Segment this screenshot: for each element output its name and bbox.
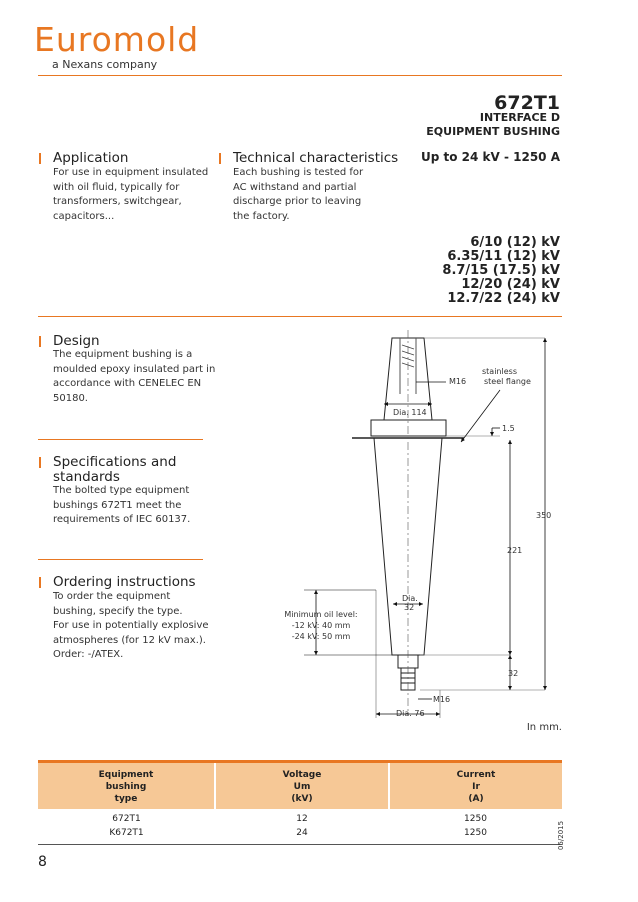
section-marker <box>39 457 41 468</box>
header-line: Um <box>293 782 311 792</box>
section-marker <box>39 577 41 588</box>
application-line: with oil fluid, typically for <box>53 181 180 193</box>
label-dia32-line: 32 <box>404 603 415 612</box>
table-row <box>38 826 562 845</box>
label-stainless-line: stainless <box>482 367 517 376</box>
design-title: Design <box>53 333 100 349</box>
specs-line: bushings 672T1 meet the <box>53 499 182 511</box>
label-oil-line: -24 kV: 50 mm <box>291 632 351 641</box>
product-type: EQUIPMENT BUSHING <box>426 125 560 138</box>
cell-type: 672T1 <box>112 814 141 824</box>
application-line: capacitors... <box>53 210 115 222</box>
cell-voltage: 24 <box>215 826 389 845</box>
ordering-line: For use in potentially explosive <box>53 620 209 631</box>
design-line: moulded epoxy insulated part in <box>53 363 216 375</box>
header-line: Equipment <box>98 770 154 780</box>
technical-line: AC withstand and partial <box>233 181 357 193</box>
voltage-list <box>442 236 560 306</box>
product-code: 672T1 <box>494 92 560 114</box>
voltage-item: 8.7/15 (17.5) kV <box>442 263 560 278</box>
label-oil-line: Minimum oil level: <box>284 610 358 619</box>
label-oil-level <box>273 609 369 642</box>
design-body <box>53 348 215 406</box>
label-stainless-line: steel flange <box>484 377 531 386</box>
header-line: type <box>114 794 138 804</box>
cell-current: 1250 <box>464 814 487 824</box>
technical-body <box>233 166 363 224</box>
page-number: 8 <box>38 854 47 870</box>
design-line: The equipment bushing is a <box>53 349 193 360</box>
section-marker <box>39 336 41 347</box>
label-dia32-line: Dia. <box>402 594 418 603</box>
header-line: (A) <box>468 794 484 804</box>
specs-title <box>53 455 176 485</box>
cell-type: K672T1 <box>38 826 215 845</box>
header-line: Voltage <box>282 770 322 780</box>
ordering-line: atmospheres (for 12 kV max.). <box>53 634 206 646</box>
header-line: bushing <box>105 782 147 792</box>
specs-line: The bolted type equipment <box>53 485 190 496</box>
voltage-item: 12/20 (24) kV <box>461 277 560 292</box>
application-body <box>53 166 208 224</box>
application-line: For use in equipment insulated <box>53 167 209 178</box>
label-dia114: Dia. 114 <box>393 408 427 417</box>
voltage-item: 12.7/22 (24) kV <box>447 291 560 306</box>
header-line: Ir <box>472 782 480 792</box>
design-line: accordance with CENELEC EN <box>53 378 202 389</box>
technical-line: discharge prior to leaving <box>233 196 362 207</box>
table-header-row <box>38 762 562 810</box>
product-interface: INTERFACE D <box>479 111 560 124</box>
ordering-line: Order: -/ATEX. <box>53 649 124 660</box>
label-oil-line: -12 kV: 40 mm <box>291 621 351 630</box>
product-rating: Up to 24 kV - 1250 A <box>420 150 560 164</box>
label-m16-top: M16 <box>449 377 467 386</box>
table-row <box>38 809 562 826</box>
design-line: 50180. <box>53 392 88 404</box>
specs-line: requirements of IEC 60137. <box>53 514 191 525</box>
ordering-body <box>53 590 209 663</box>
date-code: 05/2015 <box>557 820 565 850</box>
units-note: In mm. <box>526 722 562 733</box>
specs-title-line: Specifications and <box>53 454 177 470</box>
section-rule <box>38 559 203 560</box>
header-current <box>389 762 562 810</box>
brand-tagline: a Nexans company <box>52 58 158 71</box>
label-350: 350 <box>536 511 552 520</box>
label-1-5: 1.5 <box>502 424 515 433</box>
section-rule <box>38 316 562 317</box>
label-dia32 <box>402 594 418 612</box>
ordering-title: Ordering instructions <box>53 574 196 590</box>
technical-title: Technical characteristics <box>233 150 399 166</box>
technical-line: the factory. <box>233 210 290 222</box>
application-title: Application <box>53 150 129 166</box>
technical-line: Each bushing is tested for <box>233 167 364 178</box>
specs-table <box>38 760 562 845</box>
header-line: (kV) <box>291 794 313 804</box>
cell-current: 1250 <box>389 826 562 845</box>
cell-voltage: 12 <box>296 814 308 824</box>
header-voltage <box>215 762 389 810</box>
brand-logo: Euromold <box>34 20 200 59</box>
section-marker <box>39 153 41 164</box>
specs-title-line: standards <box>53 469 120 485</box>
label-m16-bottom: M16 <box>433 695 451 704</box>
voltage-item: 6.35/11 (12) kV <box>447 249 560 264</box>
bushing-drawing <box>260 330 570 730</box>
specs-body <box>53 484 190 528</box>
ordering-line: To order the equipment <box>53 591 171 602</box>
flange-outline <box>371 420 446 436</box>
label-221: 221 <box>507 546 523 555</box>
ordering-line: bushing, specify the type. <box>53 605 183 617</box>
label-32: 32 <box>508 669 519 678</box>
header-type <box>38 762 215 810</box>
voltage-item: 6/10 (12) kV <box>470 235 560 250</box>
header-line: Current <box>456 770 496 780</box>
section-rule <box>38 439 203 440</box>
application-line: transformers, switchgear, <box>53 196 182 207</box>
label-dia76: Dia. 76 <box>396 709 425 718</box>
section-marker <box>219 153 221 164</box>
header-rule <box>38 75 562 76</box>
